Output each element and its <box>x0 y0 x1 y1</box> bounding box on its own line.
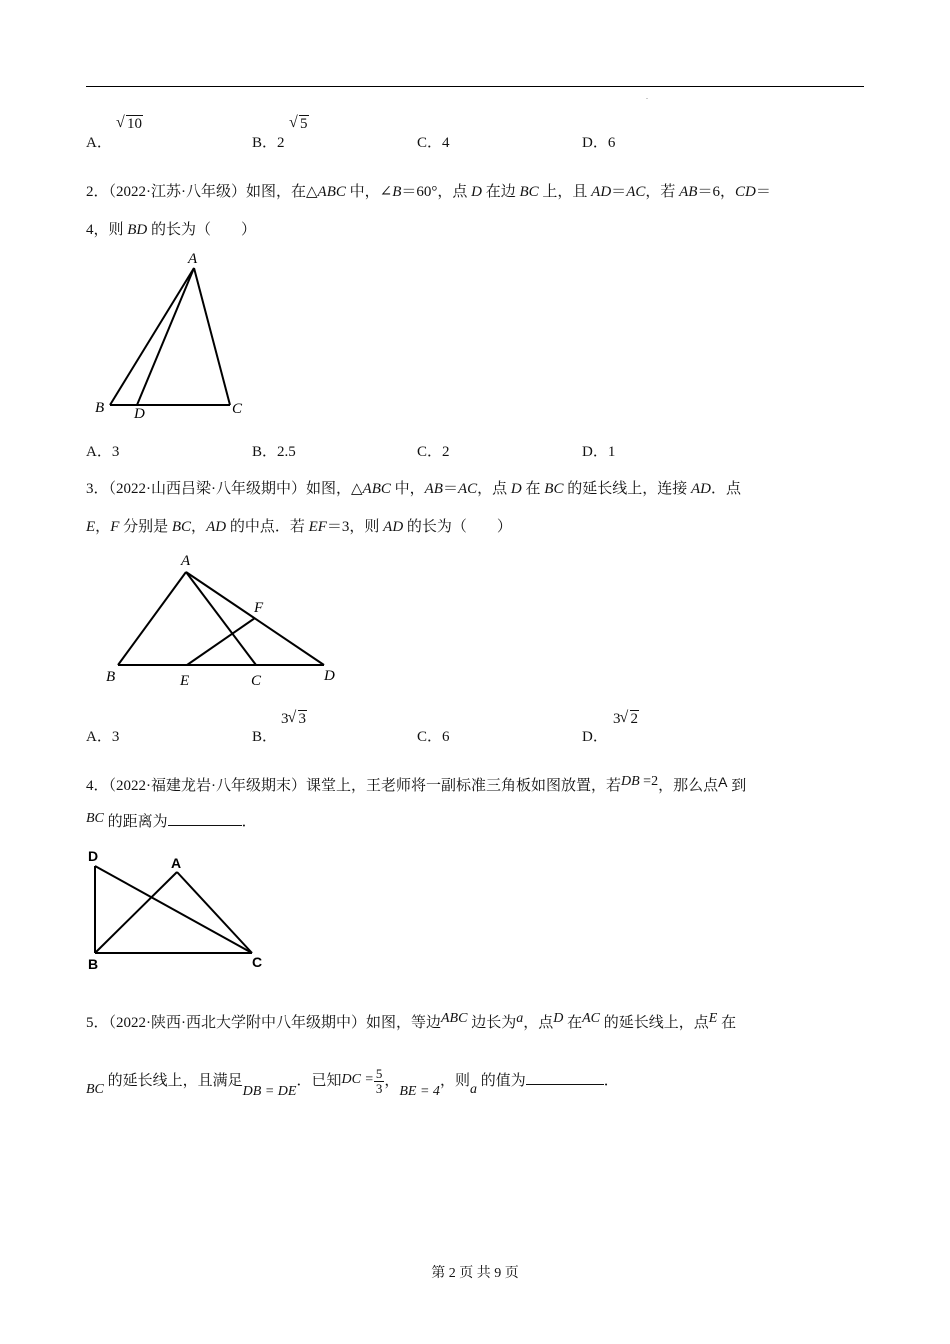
q4-label-a: A <box>171 855 182 871</box>
q2-label-d: D <box>134 406 145 422</box>
q3-option-b: B． <box>252 729 278 745</box>
q2-segment-ad <box>137 268 194 405</box>
fraction-5-3: $\frac{5}{3}$ <box>375 1066 383 1097</box>
q1-option-c: C．4 <box>417 135 450 151</box>
q3-segment-ef <box>187 618 255 665</box>
q2-option-b: B．2.5 <box>252 444 296 460</box>
q3-segment-ab <box>118 572 186 665</box>
q2-stem-line1: 2．（2022·江苏·八年级）如图，在△ABC 中，∠B＝60°，点 D 在边 BC 上，且 AD＝AC，若 AB＝6，CD＝ <box>86 184 771 200</box>
header-dot: . <box>646 92 648 101</box>
q2-label-c: C <box>232 401 243 417</box>
q4-label-b: B <box>88 956 99 972</box>
q4-segment-dc <box>95 866 252 953</box>
q4-stem-line2: BC 的距离为 ． <box>86 811 257 830</box>
q4-segment-ab <box>95 872 177 953</box>
q3-option-a: A．3 <box>86 729 120 745</box>
q1-option-b: B．2 <box>252 135 285 151</box>
q3-option-d: D． <box>582 729 608 745</box>
q2-segment-ac <box>194 268 230 405</box>
q3-option-b-value: 3√ 3 <box>281 711 307 728</box>
q2-segment-ab <box>110 268 194 405</box>
q5-stem-line2: BC 的延长线上，且满足DB = DE．已知DC = $\frac{5}{3}$ ，BE = 4，则a 的值为 ． <box>86 1066 619 1099</box>
q5-stem-line1: 5．（2022·陕西·西北大学附中八年级期中）如图，等边ABC 边长为a，点D 在AC 的延长线上，点E 在 <box>86 1011 737 1031</box>
sqrt-symbol: √ 10 <box>117 116 143 133</box>
q3-label-e: E <box>180 673 190 689</box>
q2-label-a: A <box>188 251 198 267</box>
q2-option-a: A．3 <box>86 444 120 460</box>
sqrt-symbol: √ 3 <box>289 711 308 728</box>
sqrt-symbol: √ 5 <box>290 116 309 133</box>
q2-stem-line2: 4，则 BD 的长为（ ） <box>86 222 257 238</box>
q4-label-d: D <box>88 848 99 864</box>
q4-label-c: C <box>252 954 263 970</box>
q2-label-b: B <box>95 400 105 416</box>
q1-option-a: A． <box>86 135 112 151</box>
q1-option-a-value <box>117 116 143 133</box>
q4-figure <box>84 846 274 972</box>
q2-figure <box>86 248 266 428</box>
q4-stem-line1: 4．（2022·福建龙岩·八年级期末）课堂上，王老师将一副标准三角板如图放置，若DB =2，那么点A 到 <box>86 774 747 794</box>
q3-label-a: A <box>181 553 191 569</box>
q3-segment-ac <box>186 572 256 665</box>
answer-blank[interactable] <box>526 1070 604 1085</box>
q3-label-c: C <box>251 673 262 689</box>
q3-stem-line2: E，F 分别是 BC，AD 的中点．若 EF＝3，则 AD 的长为（ ） <box>86 519 512 535</box>
q3-stem-line1: 3．（2022·山西吕梁·八年级期中）如图，△ABC 中，AB＝AC，点 D 在 BC 的延长线上，连接 AD．点 <box>86 481 741 497</box>
q2-option-d: D．1 <box>582 444 616 460</box>
q3-label-d: D <box>324 668 335 684</box>
q3-label-f: F <box>254 600 264 616</box>
answer-blank[interactable] <box>168 811 242 826</box>
header-rule <box>86 86 864 87</box>
q2-option-c: C．2 <box>417 444 450 460</box>
q4-segment-ac <box>177 872 252 953</box>
q3-label-b: B <box>106 669 116 685</box>
q3-option-d-value: 3√ 2 <box>613 711 639 728</box>
sqrt-symbol: √ 2 <box>621 711 640 728</box>
page-footer: 第 2 页 共 9 页 <box>431 1266 519 1281</box>
q1-option-d: D．6 <box>582 135 616 151</box>
q3-figure <box>96 548 356 693</box>
q1-option-b-value <box>290 116 309 133</box>
q3-option-c: C．6 <box>417 729 450 745</box>
